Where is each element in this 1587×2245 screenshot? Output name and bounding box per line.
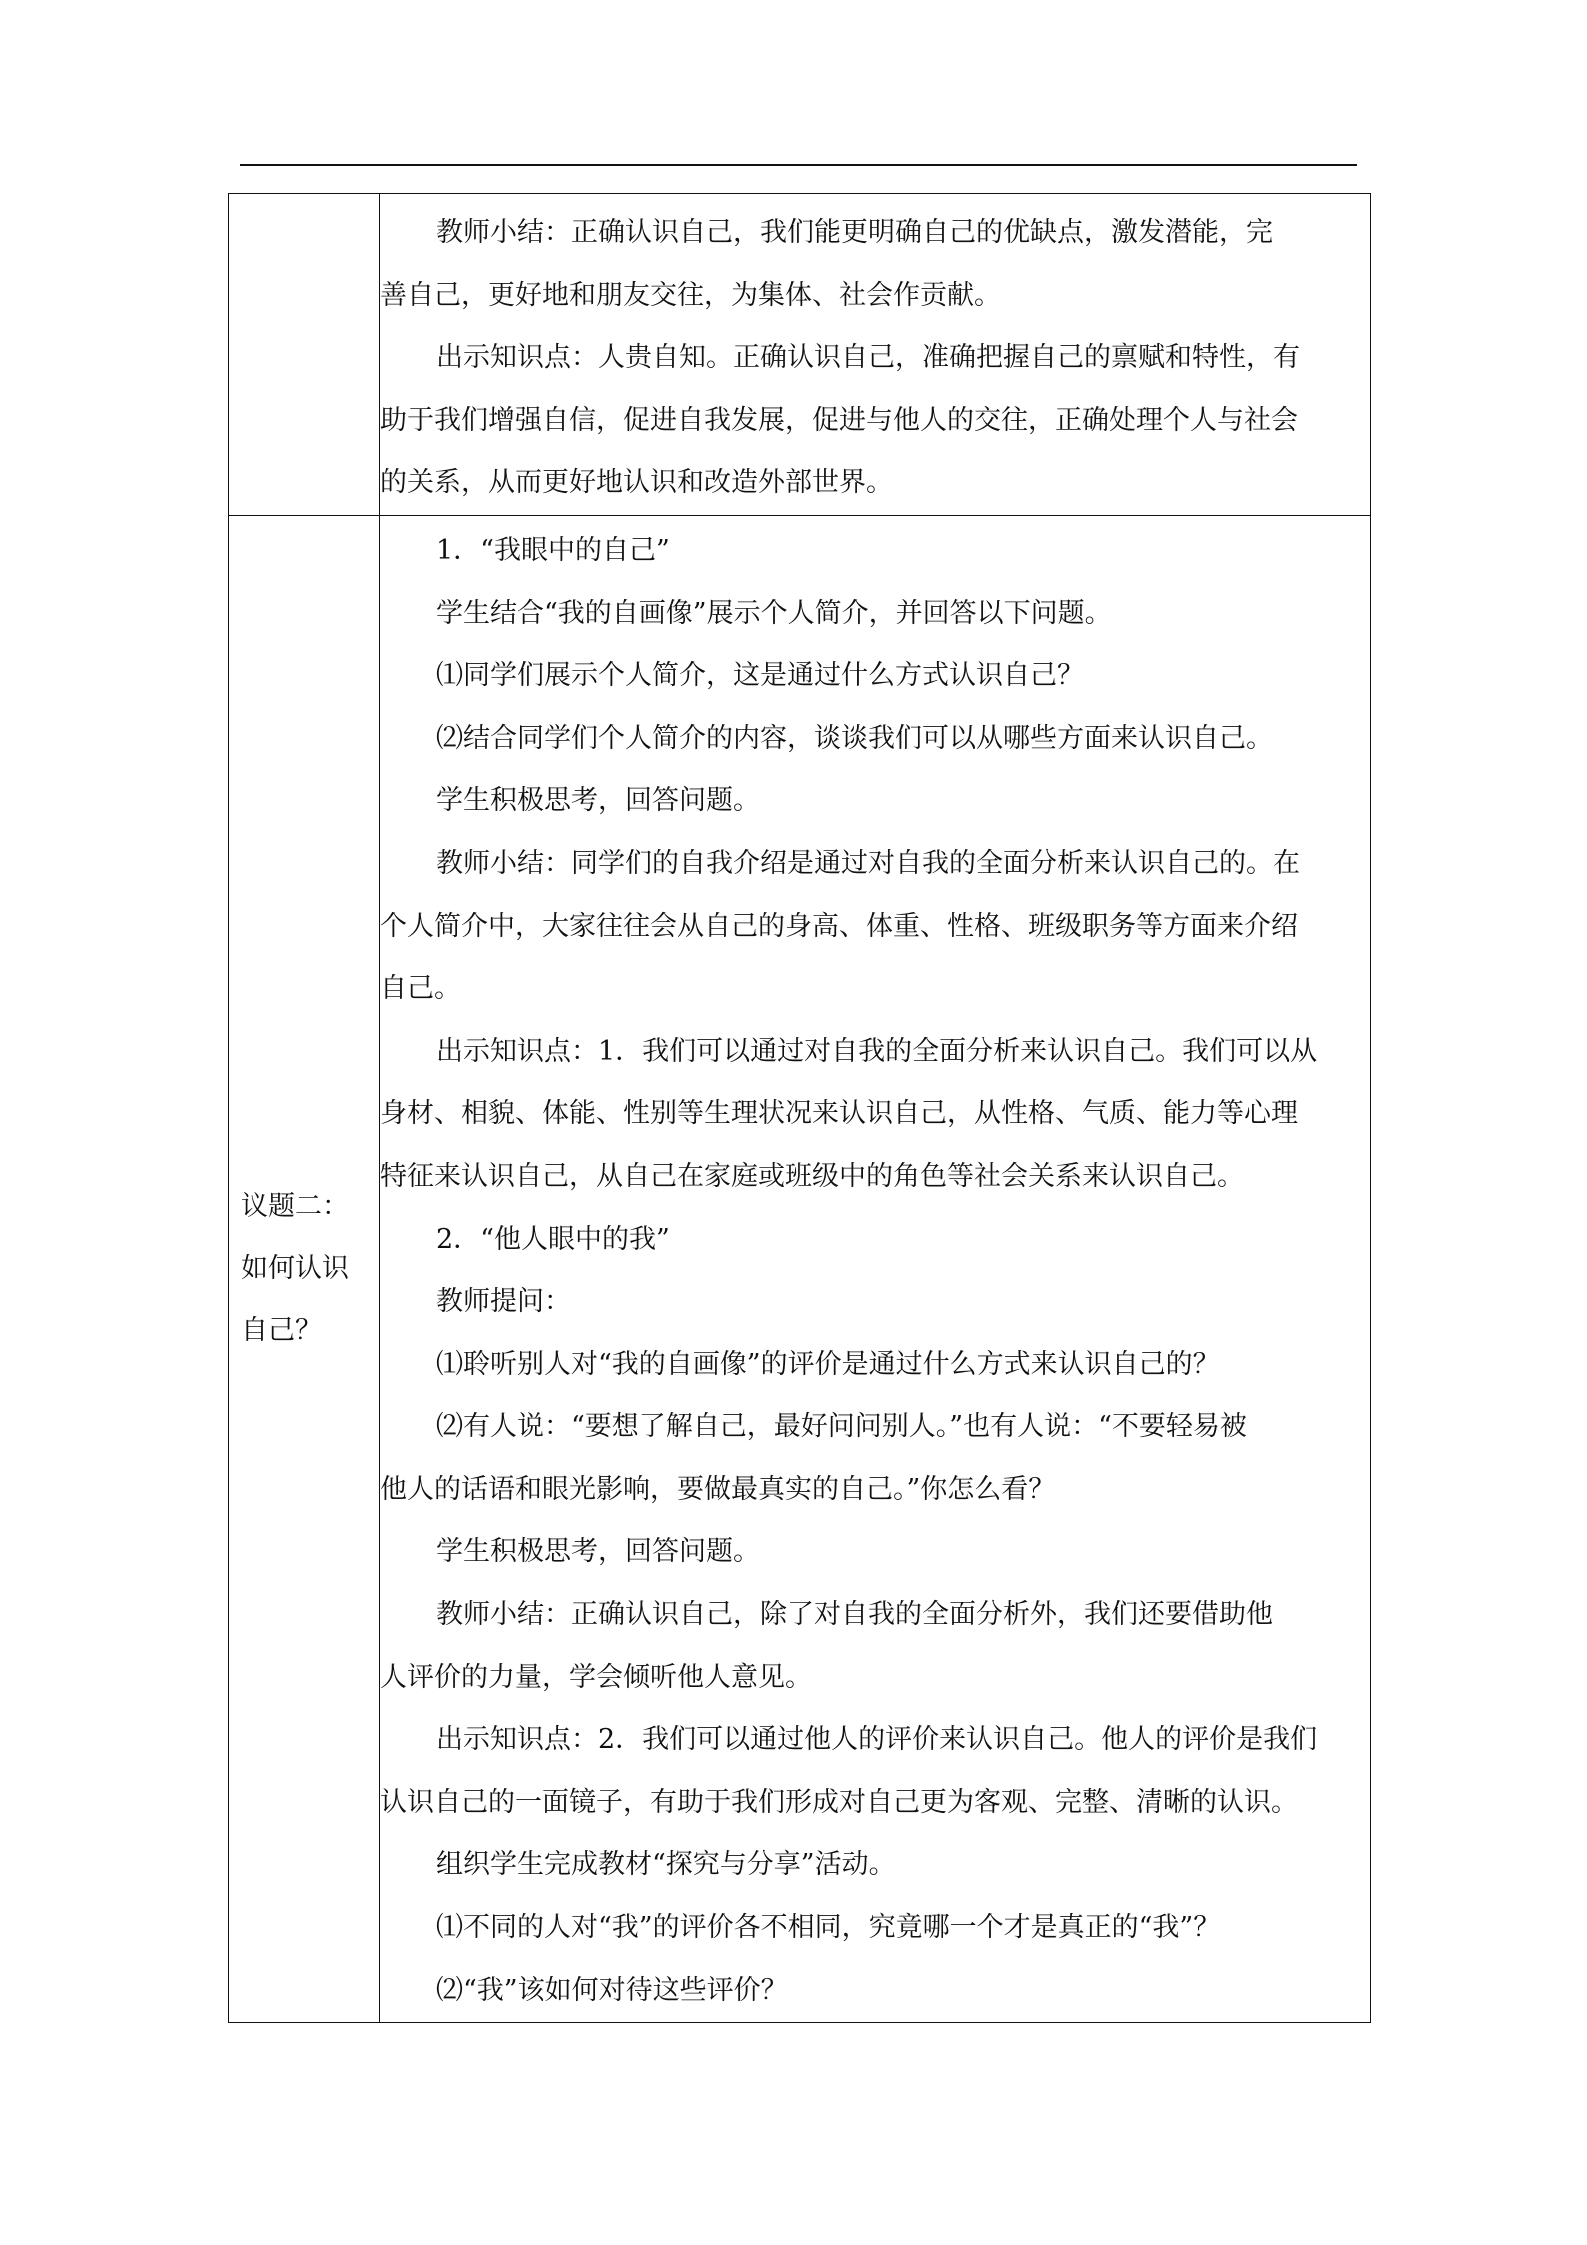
teacher-summary-line: 善自己，更好地和朋友交往，为集体、社会作贡献。 — [380, 279, 1001, 311]
teacher-summary-line: 个人简介中，大家往往会从自己的身高、体重、性格、班级职务等方面来介绍 — [380, 910, 1298, 942]
text-line: 教师提问： — [436, 1286, 571, 1318]
question-line: ⑴聆听别人对“我的自画像”的评价是通过什么方式来认识自己的？ — [436, 1348, 1220, 1380]
section-heading: 2．“他人眼中的我” — [436, 1223, 670, 1255]
table-row — [229, 194, 1371, 516]
topic-label-line: 议题二： — [241, 1191, 349, 1223]
row-label-cell — [229, 194, 380, 516]
topic-label-line: 自己？ — [241, 1315, 322, 1347]
knowledge-point-line: 身材、相貌、体能、性别等生理状况来认识自己，从性格、气质、能力等心理 — [380, 1098, 1298, 1130]
teacher-summary-line: 教师小结：正确认识自己，我们能更明确自己的优缺点，激发潜能，完 — [436, 217, 1273, 248]
header-rule — [240, 164, 1357, 166]
section-heading: 1．“我眼中的自己” — [436, 534, 670, 566]
text-line: 学生积极思考，回答问题。 — [436, 1536, 760, 1568]
knowledge-point-line: 出示知识点：1．我们可以通过对自我的全面分析来认识自己。我们可以从 — [436, 1035, 1318, 1067]
table-row — [229, 515, 1371, 2022]
teacher-summary-line: 教师小结：同学们的自我介绍是通过对自我的全面分析来认识自己的。在 — [436, 847, 1300, 879]
question-line: ⑴不同的人对“我”的评价各不相同，究竟哪一个才是真正的“我”？ — [436, 1912, 1221, 1944]
knowledge-point-line: 出示知识点：2．我们可以通过他人的评价来认识自己。他人的评价是我们 — [436, 1724, 1318, 1756]
knowledge-point-line: 认识自己的一面镜子，有助于我们形成对自己更为客观、完整、清晰的认识。 — [380, 1786, 1298, 1818]
text-line: 学生积极思考，回答问题。 — [436, 785, 760, 817]
topic-label-line: 如何认识 — [241, 1253, 349, 1285]
teacher-summary-line: 自己。 — [380, 973, 461, 1005]
question-line: ⑵结合同学们个人简介的内容，谈谈我们可以从哪些方面来认识自己。 — [436, 722, 1273, 754]
text-line: 组织学生完成教材“探究与分享”活动。 — [436, 1849, 896, 1881]
row-content-cell — [380, 515, 1371, 2022]
text-line: 学生结合“我的自画像”展示个人简介，并回答以下问题。 — [436, 597, 1112, 629]
question-line: ⑵“我”该如何对待这些评价？ — [436, 1974, 788, 2006]
lesson-plan-table — [228, 193, 1371, 2023]
question-line: ⑴同学们展示个人简介，这是通过什么方式认识自己？ — [436, 660, 1084, 692]
knowledge-point-line: 出示知识点：人贵自知。正确认识自己，准确把握自己的禀赋和特性，有 — [436, 342, 1300, 374]
row-content-cell — [380, 194, 1371, 516]
knowledge-point-line: 助于我们增强自信，促进自我发展，促进与他人的交往，正确处理个人与社会 — [380, 404, 1298, 436]
teacher-summary-line: 教师小结：正确认识自己，除了对自我的全面分析外，我们还要借助他 — [436, 1599, 1273, 1631]
knowledge-point-line: 的关系，从而更好地认识和改造外部世界。 — [380, 467, 893, 499]
question-line: 他人的话语和眼光影响，要做最真实的自己。”你怎么看？ — [380, 1473, 1056, 1505]
teacher-summary-line: 人评价的力量，学会倾听他人意见。 — [380, 1661, 812, 1693]
question-line: ⑵有人说：“要想了解自己，最好问问别人。”也有人说：“不要轻易被 — [436, 1411, 1247, 1443]
knowledge-point-line: 特征来认识自己，从自己在家庭或班级中的角色等社会关系来认识自己。 — [380, 1160, 1244, 1192]
topic-label-cell — [229, 515, 380, 2022]
